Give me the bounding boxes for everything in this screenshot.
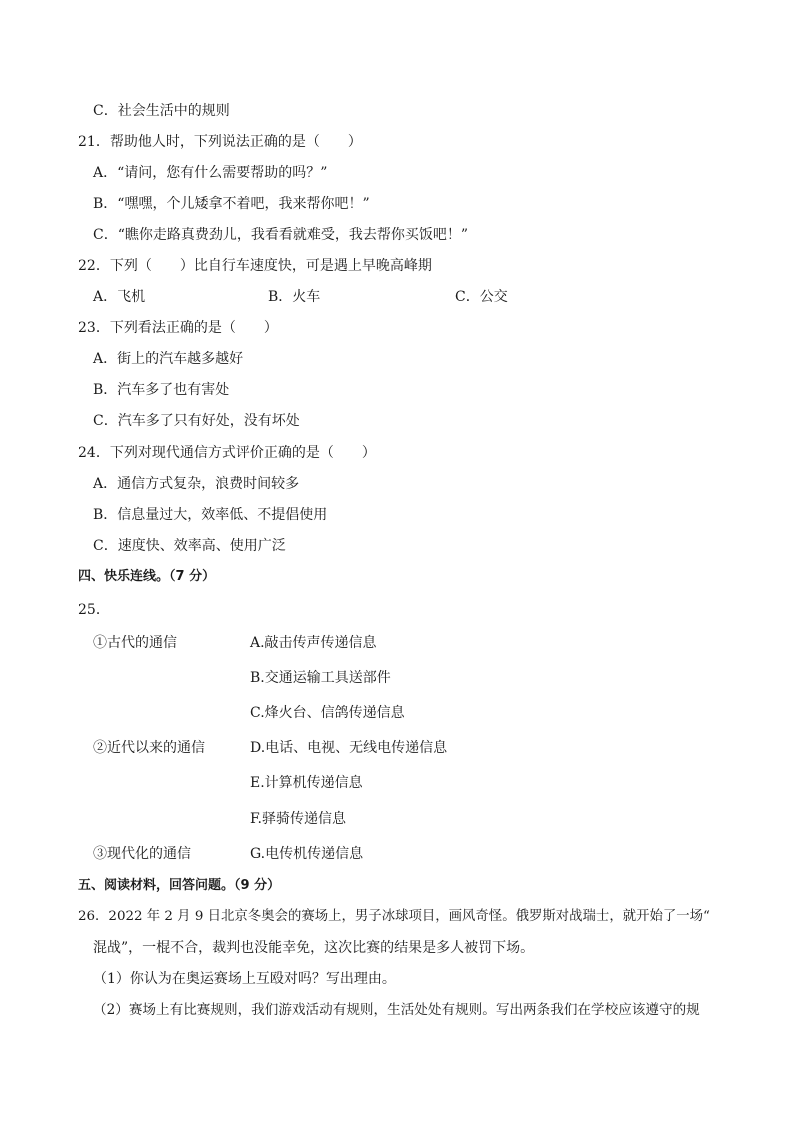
match-right-item[interactable]: E.计算机传递信息 [250, 775, 363, 791]
match-left-item[interactable]: ②近代以来的通信 [93, 740, 205, 756]
q20-option-c: C．社会生活中的规则 [93, 103, 230, 119]
match-left-item[interactable]: ①古代的通信 [93, 635, 177, 651]
q22-option-b: B．火车 [268, 289, 321, 305]
q22-option-a: A．飞机 [93, 289, 146, 305]
q24-option-a: A．通信方式复杂，浪费时间较多 [93, 476, 300, 492]
match-right-item[interactable]: G.电传机传递信息 [250, 846, 364, 862]
q23-option-b: B．汽车多了也有害处 [93, 382, 230, 398]
match-right-item[interactable]: F.驿骑传递信息 [250, 811, 346, 827]
q26-sub-question-2: （2）赛场上有比赛规则，我们游戏活动有规则，生活处处有规则。写出两条我们在学校应该遵守的规 [93, 1002, 700, 1018]
q21-option-b: B．“嘿嘿，个儿矮拿不着吧，我来帮你吧！” [93, 196, 370, 212]
match-right-item[interactable]: B.交通运输工具送部件 [250, 670, 391, 686]
q24-option-c: C．速度快、效率高、使用广泛 [93, 538, 286, 554]
q24-option-b: B．信息量过大，效率低、不提倡使用 [93, 507, 328, 523]
q24-stem: 24．下列对现代通信方式评价正确的是（ ） [78, 445, 376, 461]
q23-option-c: C．汽车多了只有好处，没有坏处 [93, 413, 300, 429]
q22-stem: 22．下列（ ）比自行车速度快，可是遇上早晚高峰期 [78, 258, 432, 274]
match-right-item[interactable]: D.电话、电视、无线电传递信息 [250, 740, 448, 756]
section-4-heading: 四、快乐连线。（7 分） [78, 569, 216, 584]
q23-option-a: A．街上的汽车越多越好 [93, 351, 244, 367]
section-5-heading: 五、阅读材料，回答问题。（9 分） [78, 878, 281, 893]
q26-text-line-1: 26．2022 年 2 月 9 日北京冬奥会的赛场上，男子冰球项目，画风奇怪。俄罗斯对战瑞士，就开始了一场“ [78, 909, 710, 924]
q21-option-c: C．“瞧你走路真费劲儿，我看看就难受，我去帮你买饭吧！” [93, 227, 469, 243]
q26-sub-question-1: （1）你认为在奥运赛场上互殴对吗？写出理由。 [93, 971, 396, 987]
q23-stem: 23．下列看法正确的是（ ） [78, 320, 278, 336]
match-right-item[interactable]: C.烽火台、信鸽传递信息 [250, 705, 405, 721]
q21-option-a: A．“请问，您有什么需要帮助的吗？” [93, 165, 328, 181]
q25-number: 25． [78, 602, 110, 618]
match-right-item[interactable]: A.敲击传声传递信息 [250, 635, 377, 651]
q26-text-line-2: 混战”，一棍不合，裁判也没能幸免，这次比赛的结果是多人被罚下场。 [93, 940, 535, 956]
q21-stem: 21．帮助他人时，下列说法正确的是（ ） [78, 134, 362, 150]
q22-option-c: C．公交 [455, 289, 508, 305]
match-left-item[interactable]: ③现代化的通信 [93, 846, 191, 862]
